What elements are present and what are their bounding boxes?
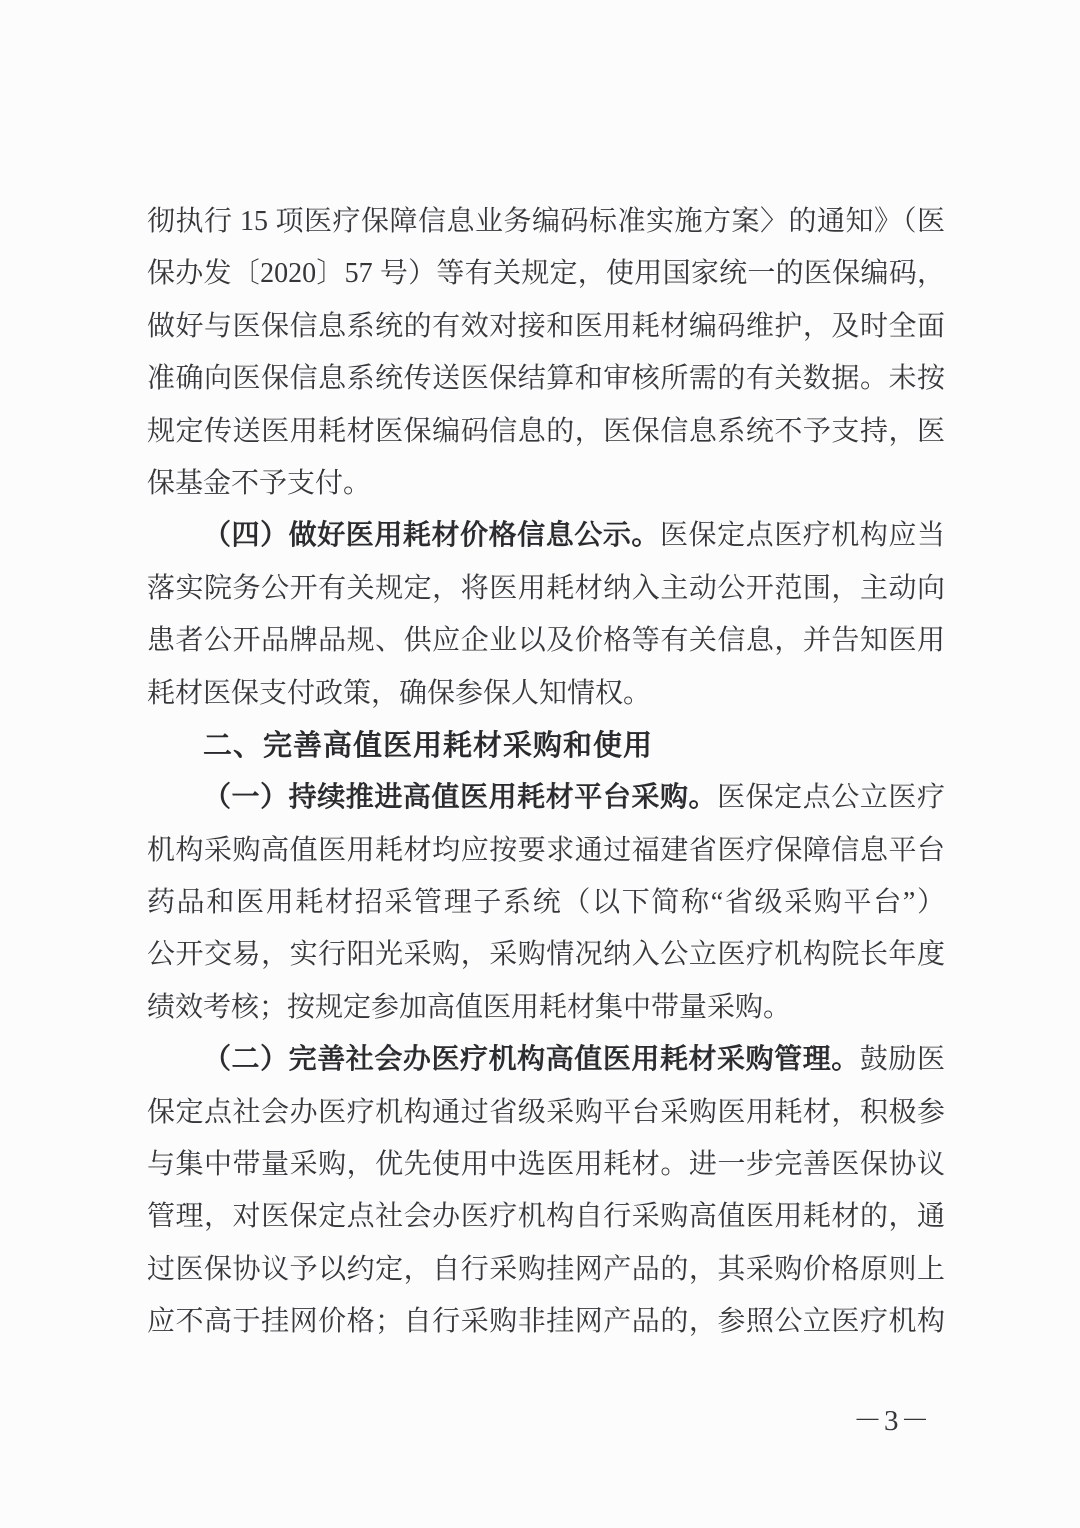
text-line bbox=[147, 406, 945, 458]
text-line bbox=[147, 877, 945, 929]
paragraph-lead: （四）做好医用耗材价格信息公示。 bbox=[203, 520, 660, 552]
line-text: 二、完善高值医用耗材采购和使用 bbox=[203, 729, 654, 762]
line-text: 管理，对医保定点社会办医疗机构自行采购高值医用耗材的，通 bbox=[147, 1201, 945, 1233]
line-text: 鼓励医 bbox=[859, 1044, 945, 1076]
text-line bbox=[147, 615, 945, 667]
text-line bbox=[147, 510, 945, 562]
line-text: 准确向医保信息系统传送医保结算和审核所需的有关数据。未按 bbox=[147, 363, 945, 395]
line-text: 应不高于挂网价格；自行采购非挂网产品的，参照公立医疗机构 bbox=[147, 1306, 945, 1338]
text-line bbox=[147, 982, 945, 1034]
text-line bbox=[147, 668, 945, 720]
text-line bbox=[147, 301, 945, 353]
line-text: 公开交易，实行阳光采购，采购情况纳入公立医疗机构院长年度 bbox=[147, 939, 945, 971]
text-line bbox=[147, 563, 945, 615]
paragraph-lead: （二）完善社会办医疗机构高值医用耗材采购管理。 bbox=[203, 1044, 860, 1076]
paragraph-4-price-disclosure bbox=[147, 510, 945, 720]
text-line bbox=[147, 720, 945, 772]
text-line bbox=[147, 1139, 945, 1191]
paragraph-2-private-hospital-procurement bbox=[147, 1034, 945, 1348]
line-text: 药品和医用耗材招采管理子系统（以下简称“省级采购平台”） bbox=[147, 887, 945, 919]
paragraph-continuation bbox=[147, 196, 945, 510]
line-text: 与集中带量采购，优先使用中选医用耗材。进一步完善医保协议 bbox=[147, 1149, 945, 1181]
line-text: 做好与医保信息系统的有效对接和医用耗材编码维护，及时全面 bbox=[147, 310, 945, 342]
line-text: 医保定点公立医疗 bbox=[717, 782, 945, 814]
document-body bbox=[147, 196, 945, 1349]
line-text: 患者公开品牌品规、供应企业以及价格等有关信息，并告知医用 bbox=[147, 625, 945, 657]
text-line bbox=[147, 772, 945, 824]
text-line bbox=[147, 248, 945, 300]
text-line bbox=[147, 458, 945, 510]
line-text: 保办发〔2020〕57 号）等有关规定，使用国家统一的医保编码， bbox=[147, 258, 945, 290]
page-number: －3－ bbox=[853, 1405, 932, 1437]
line-text: 落实院务公开有关规定，将医用耗材纳入主动公开范围，主动向 bbox=[147, 572, 945, 604]
text-line bbox=[147, 1244, 945, 1296]
line-text: 规定传送医用耗材医保编码信息的，医保信息系统不予支持，医 bbox=[147, 415, 945, 447]
text-line bbox=[147, 1191, 945, 1243]
text-line bbox=[147, 1034, 945, 1086]
section-heading-2 bbox=[147, 720, 945, 772]
line-text: 彻执行 15 项医疗保障信息业务编码标准实施方案〉的通知》（医 bbox=[147, 206, 945, 237]
text-line bbox=[147, 1296, 945, 1348]
paragraph-lead: （一）持续推进高值医用耗材平台采购。 bbox=[203, 782, 718, 814]
line-text: 绩效考核；按规定参加高值医用耗材集中带量采购。 bbox=[147, 991, 792, 1023]
line-text: 机构采购高值医用耗材均应按要求通过福建省医疗保障信息平台 bbox=[147, 834, 945, 866]
line-text: 保基金不予支付。 bbox=[147, 467, 372, 499]
text-line bbox=[147, 929, 945, 981]
text-line bbox=[147, 825, 945, 877]
line-text: 耗材医保支付政策，确保参保人知情权。 bbox=[147, 677, 652, 709]
line-text: 医保定点医疗机构应当 bbox=[659, 520, 945, 552]
text-line bbox=[147, 196, 945, 248]
paragraph-1-platform-procurement bbox=[147, 772, 945, 1034]
text-line bbox=[147, 353, 945, 405]
text-line bbox=[147, 1087, 945, 1139]
line-text: 过医保协议予以约定，自行采购挂网产品的，其采购价格原则上 bbox=[147, 1253, 945, 1285]
line-text: 保定点社会办医疗机构通过省级采购平台采购医用耗材，积极参 bbox=[147, 1096, 945, 1128]
